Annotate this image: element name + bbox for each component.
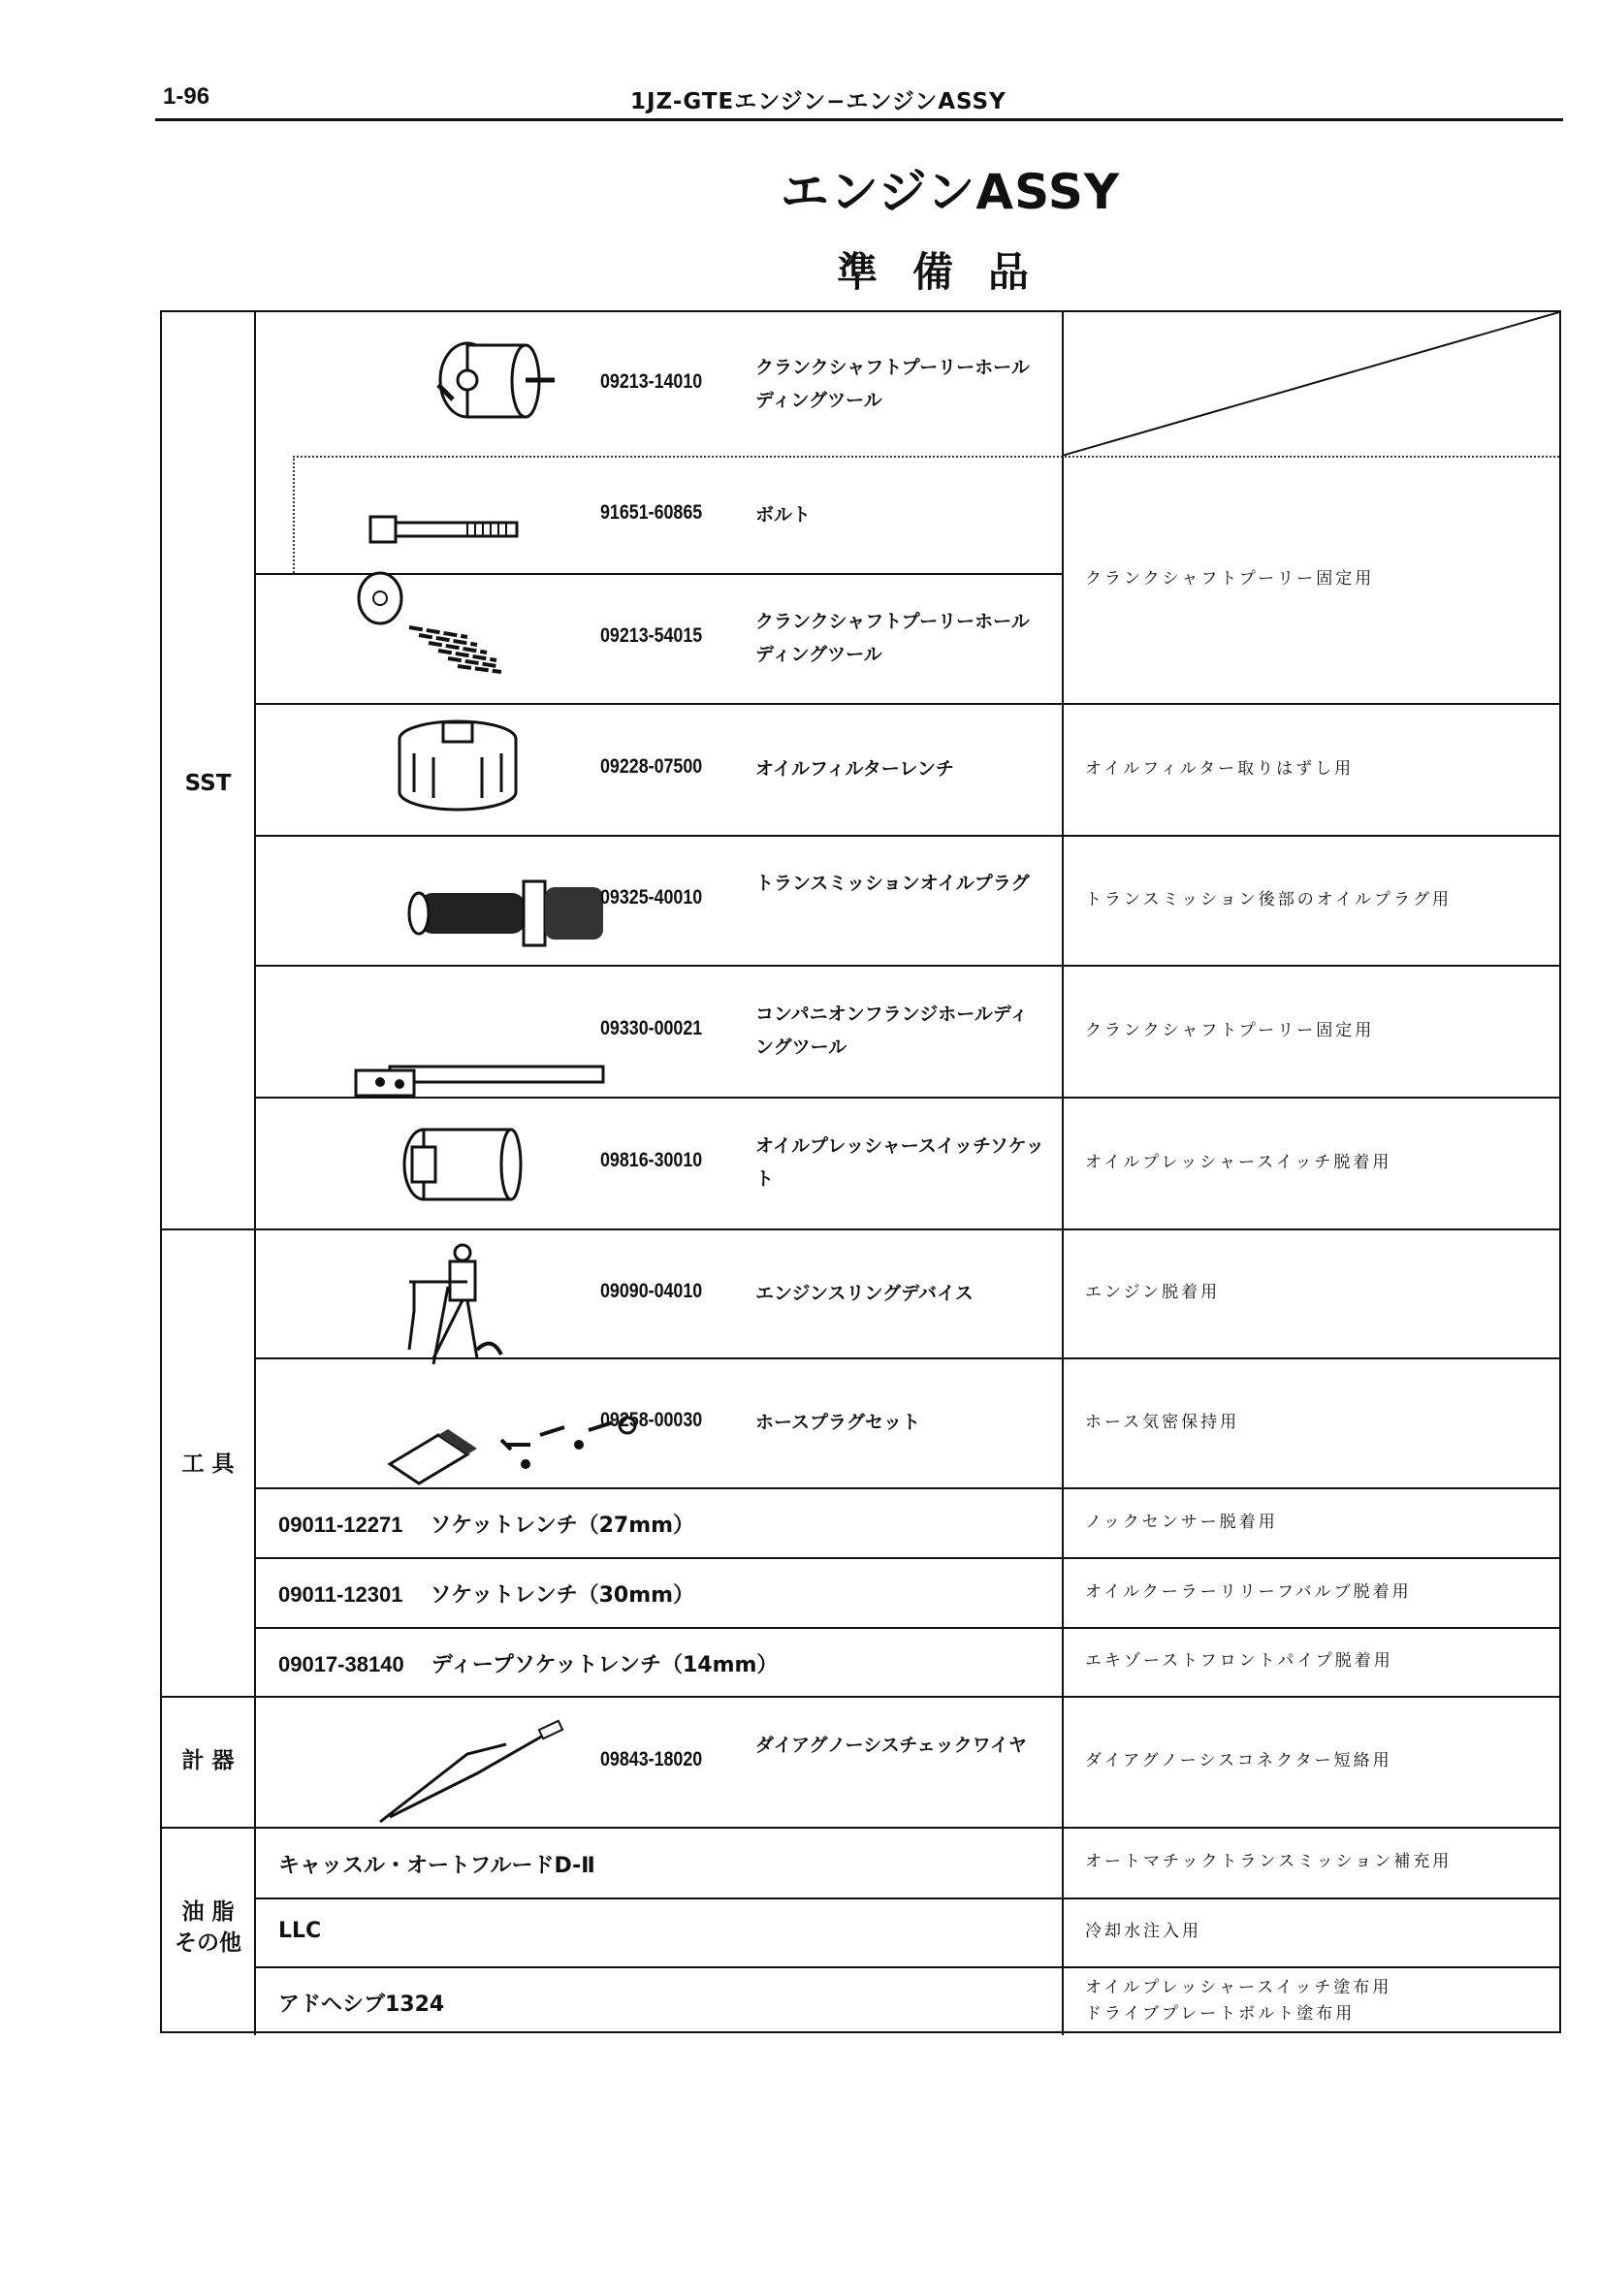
row-divider xyxy=(254,1966,1559,1968)
row-divider xyxy=(254,1897,1559,1899)
group-divider xyxy=(162,1228,1559,1230)
preparation-table xyxy=(160,310,1561,2033)
note-text: ホース気密保持用 xyxy=(1085,1412,1240,1432)
note-text: オイルクーラーリリーフバルブ脱着用 xyxy=(1085,1581,1412,1602)
note-text: クランクシャフトプーリー固定用 xyxy=(1085,1020,1375,1040)
part-number: 91651-60865 xyxy=(600,500,703,524)
note-text: クランクシャフトプーリー固定用 xyxy=(1085,569,1375,589)
page-subtitle: 準備品 xyxy=(836,248,1064,296)
row-divider-dotted-vertical xyxy=(293,456,295,573)
part-name: エンジンスリングデバイス xyxy=(755,1282,974,1304)
category-sst: SST xyxy=(184,771,232,796)
part-number: 09090-04010 xyxy=(600,1279,703,1302)
hose-plug-set-illustration xyxy=(380,1387,661,1516)
running-head: 1JZ-GTEエンジン−エンジンASSY xyxy=(630,89,1007,114)
part-number: 09843-18020 xyxy=(600,1747,703,1770)
note-text: 冷却水注入用 xyxy=(1085,1922,1201,1941)
category-divider xyxy=(254,312,256,2035)
part-name: オイルプレッシャースイッチソケット xyxy=(755,1135,1044,1190)
page-title: エンジンASSY xyxy=(780,164,1121,220)
item-label xyxy=(278,1849,595,1879)
item-label xyxy=(278,1988,444,2018)
part-name: ソケットレンチ（27mm） xyxy=(430,1514,695,1538)
category-gauges: 計 器 xyxy=(181,1748,235,1773)
oil-plug-illustration xyxy=(400,864,681,994)
part-number: 09816-30010 xyxy=(600,1149,703,1171)
oil-filter-wrench-illustration xyxy=(375,715,656,845)
part-number: 09213-54015 xyxy=(600,624,703,647)
part-name: ソケットレンチ（30mm） xyxy=(430,1583,695,1608)
part-name: クランクシャフトプーリーホールディングツール xyxy=(755,611,1030,665)
diagonal-slash xyxy=(1062,312,1559,456)
note-text: エキゾーストフロントパイプ脱着用 xyxy=(1085,1651,1393,1671)
part-number: 09258-00030 xyxy=(600,1409,703,1431)
note-text: エンジン脱着用 xyxy=(1085,1283,1221,1302)
part-number: 09325-40010 xyxy=(600,886,703,909)
part-name: クランクシャフトプーリーホールディングツール xyxy=(755,357,1030,411)
note-text: トランスミッション後部のオイルプラグ用 xyxy=(1085,889,1452,909)
sling-device-illustration xyxy=(390,1238,671,1367)
note-text: オイルフィルター取りはずし用 xyxy=(1085,758,1355,779)
category-tools: 工 具 xyxy=(181,1451,235,1477)
page-number: 1-96 xyxy=(163,83,210,110)
part-name: アドヘシブ1324 xyxy=(278,1992,445,2017)
note-text: ダイアグノーシスコネクター短絡用 xyxy=(1085,1751,1392,1770)
row-divider xyxy=(254,703,1559,705)
pulley-holding-tool-set-illustration xyxy=(341,569,623,699)
note-text: オートマチックトランスミッション補充用 xyxy=(1085,1852,1453,1871)
item-label xyxy=(278,1509,694,1539)
note-text: ノックセンサー脱着用 xyxy=(1085,1512,1278,1532)
note-text: オイルプレッシャースイッチ脱着用 xyxy=(1085,1152,1392,1172)
check-wire-illustration xyxy=(361,1715,642,1846)
part-name: ダイアグノーシスチェックワイヤ xyxy=(755,1734,1028,1756)
part-number: 09228-07500 xyxy=(600,755,703,778)
pulley-holding-tool-illustration xyxy=(400,332,681,462)
part-number: 09011-12271 xyxy=(278,1513,403,1537)
part-name: LLC xyxy=(278,1918,322,1943)
part-number: 09330-00021 xyxy=(600,1017,703,1039)
part-name: コンパニオンフランジホールディングツール xyxy=(755,1004,1029,1058)
group-divider xyxy=(162,1696,1559,1698)
row-divider xyxy=(254,1627,1559,1629)
category-lubricants: 油 脂 その他 xyxy=(175,1899,241,1956)
item-label xyxy=(278,1919,321,1943)
row-divider xyxy=(254,1557,1559,1559)
item-label xyxy=(278,1648,778,1678)
note-text: オイルプレッシャースイッチ塗布用 ドライブプレートボルト塗布用 xyxy=(1085,1977,1392,2024)
item-label xyxy=(278,1578,694,1609)
header-rule xyxy=(155,118,1563,121)
part-name: トランスミッションオイルプラグ xyxy=(755,873,1030,894)
part-name: キャッスル・オートフルードD-Ⅱ xyxy=(278,1853,595,1878)
part-name: ディープソケットレンチ（14mm） xyxy=(431,1652,779,1677)
note-divider xyxy=(1062,312,1064,2035)
part-number: 09213-14010 xyxy=(600,370,703,393)
part-number: 09011-12301 xyxy=(278,1582,403,1607)
part-name: ホースプラグセット xyxy=(755,1412,921,1433)
part-name: オイルフィルターレンチ xyxy=(755,758,954,780)
part-name: ボルト xyxy=(755,503,812,526)
socket-illustration xyxy=(395,1116,676,1247)
part-number: 09017-38140 xyxy=(278,1651,404,1676)
